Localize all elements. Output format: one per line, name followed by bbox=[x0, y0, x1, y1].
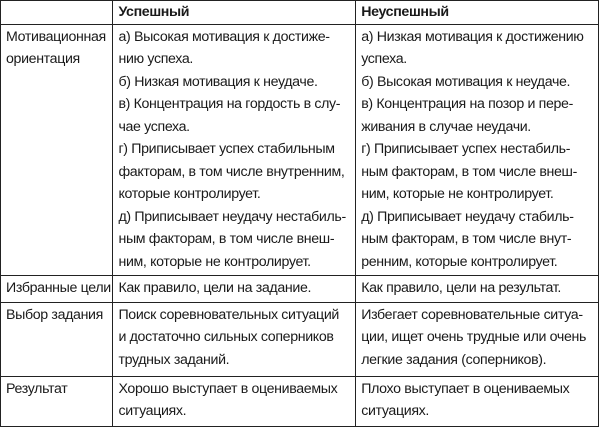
label-line: Избранные цели bbox=[6, 280, 111, 296]
text-line: ции, ищет очень трудные или очень bbox=[361, 329, 587, 345]
text-line: ным факторам, в том числе внут- bbox=[361, 231, 572, 247]
text-line: ным факторам, в том числе внеш- bbox=[361, 163, 577, 180]
text-line: д) Приписывает неудачу стабиль- bbox=[361, 208, 574, 225]
text-line: Поиск соревновательных ситуаций bbox=[118, 306, 339, 323]
text-line: ситуациях. bbox=[118, 403, 187, 419]
text-line: г) Приписывает успех нестабиль- bbox=[361, 141, 571, 157]
successful-cell bbox=[113, 276, 356, 303]
text-line: а) Низкая мотивация к достижению bbox=[361, 28, 584, 45]
text-line: ренним, которые контролирует. bbox=[361, 253, 558, 270]
label-line: ориентация bbox=[6, 51, 80, 67]
table-row-goals bbox=[1, 276, 599, 303]
row-label bbox=[1, 276, 113, 303]
text-line: ным факторам, в том числе внеш- bbox=[118, 231, 335, 247]
text-line: Хорошо выступает в оцениваемых bbox=[118, 380, 338, 397]
row-label bbox=[1, 376, 113, 426]
text-line: в) Концентрация на позор и пере- bbox=[361, 96, 573, 112]
text-line: ситуациях. bbox=[361, 403, 429, 419]
table-header-row bbox=[1, 1, 599, 25]
text-line: Как правило, цели на результат. bbox=[361, 280, 561, 296]
text-line: факторам, в том числе внутренним, bbox=[118, 163, 345, 180]
unsuccessful-cell bbox=[356, 376, 599, 426]
text-line: а) Высокая мотивация к достиже- bbox=[118, 28, 330, 45]
text-line: Избегает соревновательные ситуа- bbox=[361, 306, 583, 323]
text-line: нию успеха. bbox=[118, 51, 194, 67]
text-line: в) Концентрация на гордость в слу- bbox=[118, 96, 341, 112]
header-successful: Успешный bbox=[113, 1, 356, 25]
text-line: д) Приписывает неудачу нестабиль- bbox=[118, 208, 346, 225]
successful-cell bbox=[113, 302, 356, 376]
row-label bbox=[1, 24, 113, 276]
text-line: ним, которые не контролирует. bbox=[361, 186, 554, 202]
row-label bbox=[1, 302, 113, 376]
label-line: Мотивационная bbox=[6, 28, 106, 45]
text-line: живания в случае неудачи. bbox=[361, 118, 531, 135]
label-line: Выбор задания bbox=[6, 306, 103, 323]
header-empty-cell bbox=[1, 1, 113, 25]
successful-cell bbox=[113, 376, 356, 426]
text-line: легкие задания (соперников). bbox=[361, 351, 547, 368]
text-line: б) Высокая мотивация к неудаче. bbox=[361, 73, 571, 90]
text-line: ним, которые не контролирует. bbox=[118, 253, 311, 270]
text-line: успеха. bbox=[361, 51, 407, 67]
header-unsuccessful: Неуспешный bbox=[356, 1, 599, 25]
unsuccessful-cell bbox=[356, 276, 599, 303]
text-line: и достаточно сильных соперников bbox=[118, 329, 334, 345]
table-row-task-choice bbox=[1, 302, 599, 376]
text-line: г) Приписывает успех стабильным bbox=[118, 141, 335, 157]
successful-cell bbox=[113, 24, 356, 276]
table-row-motivation bbox=[1, 24, 599, 276]
text-line: трудных заданий. bbox=[118, 351, 230, 368]
unsuccessful-cell bbox=[356, 302, 599, 376]
table-row-result bbox=[1, 376, 599, 426]
label-line: Результат bbox=[6, 380, 68, 397]
text-line: Как правило, цели на задание. bbox=[118, 280, 312, 296]
text-line: Плохо выступает в оцениваемых bbox=[361, 380, 570, 397]
text-line: чае успеха. bbox=[118, 118, 190, 135]
unsuccessful-cell bbox=[356, 24, 599, 276]
text-line: б) Низкая мотивация к неудаче. bbox=[118, 73, 318, 90]
text-line: которые контролирует. bbox=[118, 186, 261, 202]
